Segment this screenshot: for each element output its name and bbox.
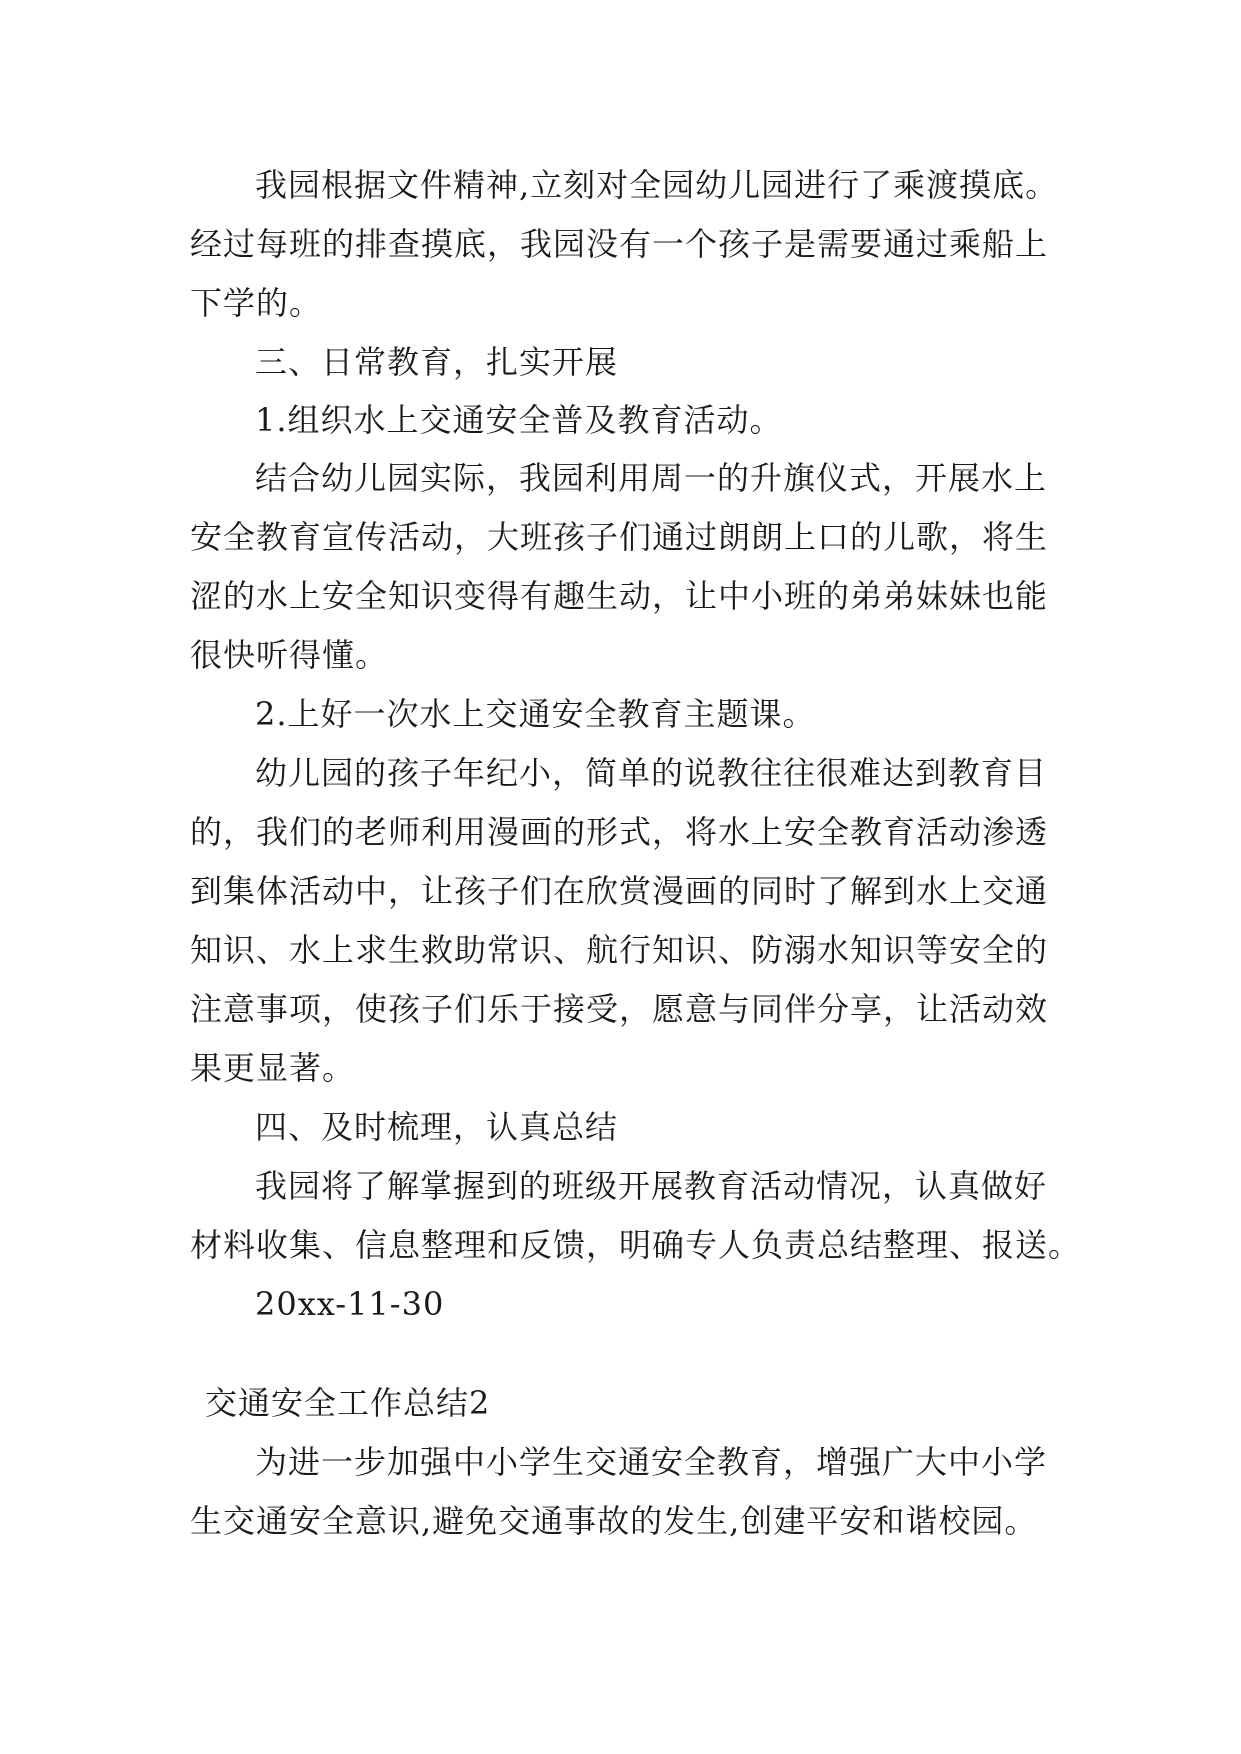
paragraph-line: 涩的水上安全知识变得有趣生动，让中小班的弟弟妹妹也能 — [190, 577, 1049, 615]
paragraph-line: 注意事项，使孩子们乐于接受，愿意与同伴分享，让活动效 — [190, 990, 1049, 1028]
paragraph-line: 的，我们的老师利用漫画的形式，将水上安全教育活动渗透 — [190, 813, 1049, 851]
paragraph-line: 安全教育宣传活动，大班孩子们通过朗朗上口的儿歌，将生 — [190, 518, 1049, 556]
paragraph-line: 我园将了解掌握到的班级开展教育活动情况，认真做好 — [255, 1167, 1048, 1205]
paragraph-line: 经过每班的排查摸底，我园没有一个孩子是需要通过乘船上 — [190, 225, 1049, 263]
paragraph-line: 到集体活动中，让孩子们在欣赏漫画的同时了解到水上交通 — [190, 872, 1049, 910]
paragraph-line: 材料收集、信息整理和反馈，明确专人负责总结整理、报送。 — [190, 1226, 1082, 1264]
date-line: 20xx-11-30 — [255, 1285, 445, 1323]
paragraph-line: 果更显著。 — [190, 1049, 356, 1087]
section-heading: 四、及时梳理，认真总结 — [255, 1108, 619, 1146]
section-heading: 三、日常教育，扎实开展 — [255, 343, 619, 381]
paragraph-line: 知识、水上求生救助常识、航行知识、防溺水知识等安全的 — [190, 931, 1049, 969]
paragraph-line: 我园根据文件精神,立刻对全园幼儿园进行了乘渡摸底。 — [255, 166, 1059, 204]
subsection-heading: 1.组织水上交通安全普及教育活动。 — [255, 401, 783, 439]
paragraph-line: 结合幼儿园实际，我园利用周一的升旗仪式，开展水上 — [255, 459, 1048, 497]
paragraph-line: 下学的。 — [190, 284, 323, 322]
paragraph-line: 生交通安全意识,避免交通事故的发生,创建平安和谐校园。 — [190, 1502, 1038, 1540]
subsection-heading: 2.上好一次水上交通安全教育主题课。 — [255, 695, 816, 733]
document-title: 交通安全工作总结2 — [205, 1384, 491, 1422]
paragraph-line: 很快听得懂。 — [190, 636, 389, 674]
paragraph-line: 幼儿园的孩子年纪小，简单的说教往往很难达到教育目 — [255, 754, 1048, 792]
paragraph-line: 为进一步加强中小学生交通安全教育，增强广大中小学 — [255, 1443, 1048, 1481]
